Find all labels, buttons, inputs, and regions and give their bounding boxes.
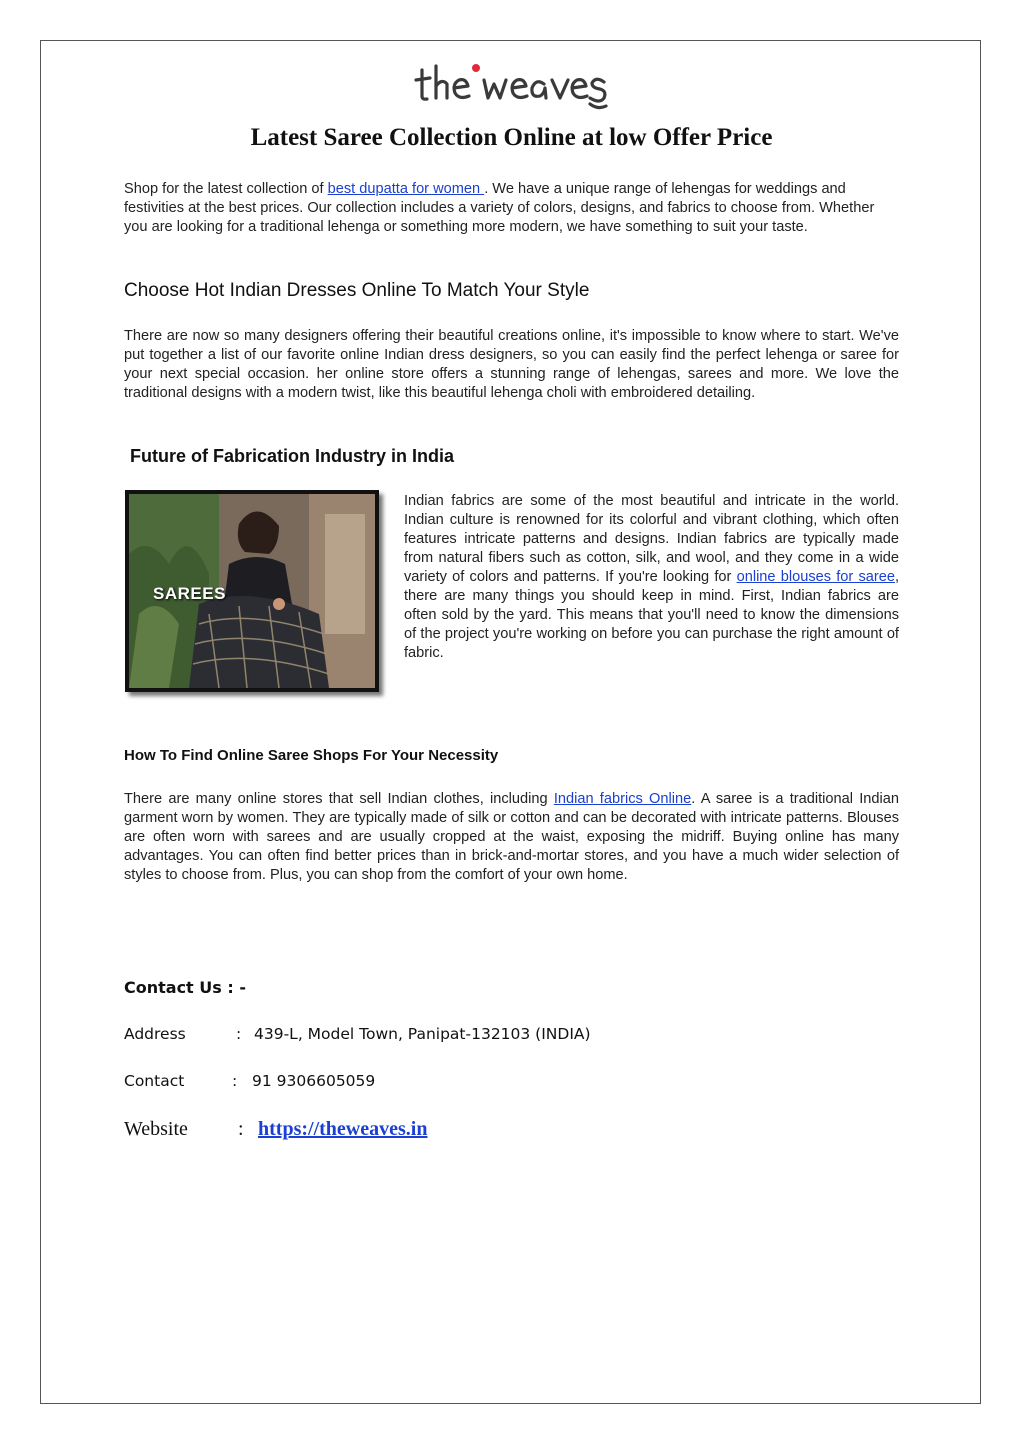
page-frame: [40, 40, 981, 1404]
address-label: Address: [124, 1025, 186, 1043]
online-blouses-link[interactable]: online blouses for saree: [736, 569, 895, 585]
contact-heading: Contact Us : -: [124, 978, 246, 997]
indian-fabrics-link[interactable]: Indian fabrics Online: [553, 791, 692, 807]
intro-text-before: Shop for the latest collection of: [124, 181, 328, 197]
section2-text-after: , there are many things you should keep in mind. First, Indian fabrics are often sold by the yard. This means that you'll need to know the dimensions of the project you're working on before you can purchase the right amount of fabric.: [404, 569, 900, 661]
phone-value: 91 9306605059: [252, 1072, 376, 1090]
phone-label: Contact: [124, 1072, 185, 1090]
section1-heading: Choose Hot Indian Dresses Online To Match Your Style: [124, 280, 590, 301]
intro-text-after: . We have a unique range of lehengas for weddings and festivities at the best prices. Our collection includes a variety of colors, designs, and fabrics to choose from. Whether you are looking for a traditional lehenga or something more modern, we have something to suit your taste.: [124, 181, 875, 235]
website-separator: :: [238, 1118, 244, 1140]
section1-body: There are now so many designers offering their beautiful creations online, it's impossible to know where to start. We've put together a list of our favorite online Indian dress designers, so you can easily find the perfect lehenga or saree for your next special occasion. her online store offers a stunning range of lehengas, sarees and more. We love the traditional designs with a modern twist, like this beautiful lehenga choli with embroidered detailing.: [124, 328, 899, 401]
address-separator: :: [236, 1025, 242, 1043]
weaves-logo-icon: [414, 58, 612, 112]
section3-body: [124, 790, 899, 885]
section2-body: [404, 492, 899, 663]
saree-photo: [125, 490, 379, 692]
intro-paragraph: [124, 180, 899, 237]
sarees-image-label: SAREES: [153, 584, 226, 603]
section3-heading: How To Find Online Saree Shops For Your Necessity: [124, 747, 499, 764]
section2-heading: Future of Fabrication Industry in India: [130, 446, 455, 466]
best-dupatta-link[interactable]: best dupatta for women: [327, 181, 485, 197]
page-title: Latest Saree Collection Online at low Offer Price: [250, 124, 773, 151]
phone-separator: :: [232, 1072, 238, 1090]
section2-text-before: Indian fabrics are some of the most beautiful and intricate in the world. Indian culture is renowned for its colorful and vibrant clothing, which often features intricate patterns and designs. Indian fabrics are typically made from natural fibers such as cotton, silk, and wool, and they come in a wide variety of colors and patterns. If you're looking for: [404, 493, 899, 585]
address-value: 439-L, Model Town, Panipat-132103 (INDIA): [254, 1025, 591, 1043]
accent-dot-icon: [472, 64, 480, 72]
section3-text-after: . A saree is a traditional Indian garment worn by women. They are typically made of silk or cotton and can be decorated with intricate patterns. Blouses are often worn with sarees and are usually cropped at the waist, exposing the midriff. Buying online has many advantages. You can often find better prices than in brick-and-mortar stores, and you have a much wider selection of styles to choose from. Plus, you can shop from the comfort of your own home.: [124, 791, 899, 883]
section3-text-before: There are many online stores that sell Indian clothes, including: [124, 791, 554, 807]
brand-logo[interactable]: [414, 58, 612, 112]
website-label: Website: [124, 1118, 188, 1140]
website-link[interactable]: https://theweaves.in: [258, 1118, 428, 1140]
